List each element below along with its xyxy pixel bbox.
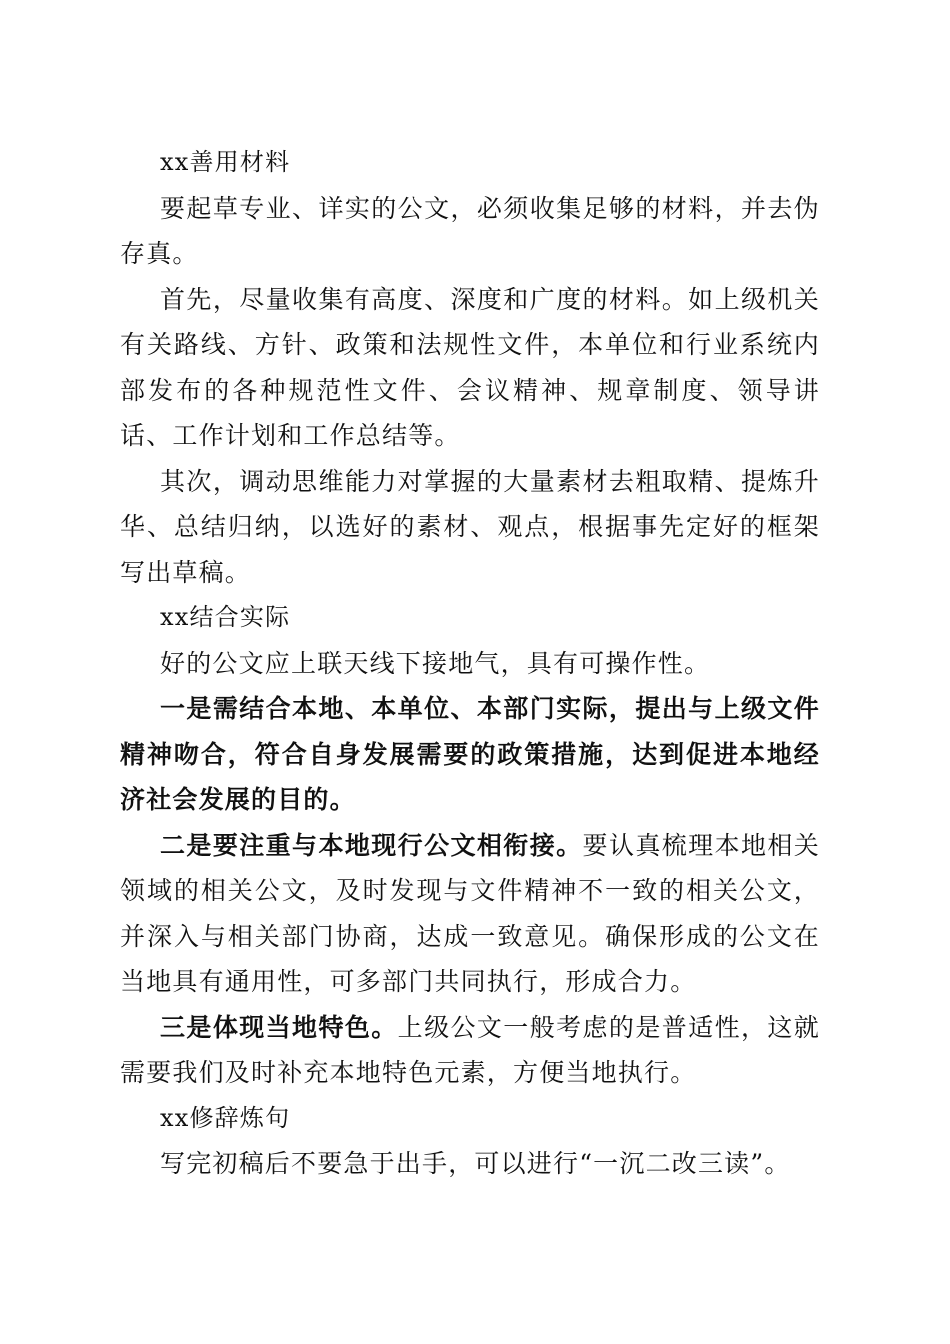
- section-heading-rhetoric: xx修辞炼句: [160, 1103, 291, 1132]
- point-three-lead: 三是体现当地特色。: [160, 1012, 398, 1042]
- paragraph: [120, 1005, 820, 1096]
- document-body: [120, 140, 820, 1187]
- point-one-text: 一是需结合本地、本单位、本部门实际，提出与上级文件精神吻合，符合自身发展需要的政策措施，达到促进本地经济社会发展的目的。: [120, 694, 820, 814]
- section-heading-materials: xx善用材料: [160, 148, 291, 176]
- paragraph: 好的公文应上联天线下接地气，具有可操作性。: [160, 648, 711, 678]
- paragraph: 其次，调动思维能力对掌握的大量素材去粗取精、提炼升华、总结归纳，以选好的素材、观点，根据事先定好的框架写出草稿。: [120, 466, 820, 587]
- paragraph: 写完初稿后不要急于出手，可以进行“一沉二改三读”。: [160, 1149, 791, 1178]
- point-two-body: 要认真梳理本地相关领域的相关公文，及时发现与文件精神不一致的相关公文，并深入与相关部门协商，达成一致意见。确保形成的公文在当地具有通用性，可多部门共同执行，形成合力。: [120, 830, 820, 996]
- point-three-body: 上级公文一般考虑的是普适性，这就需要我们及时补充本地特色元素，方便当地执行。: [120, 1012, 820, 1087]
- paragraph: 首先，尽量收集有高度、深度和广度的材料。如上级机关有关路线、方针、政策和法规性文件，本单位和行业系统内部发布的各种规范性文件、会议精神、规章制度、领导讲话、工作计划和工作总结等。: [120, 284, 820, 450]
- section-heading-practice: xx结合实际: [160, 603, 291, 631]
- point-two-lead: 二是要注重与本地现行公文相衔接。: [160, 830, 583, 860]
- paragraph: [120, 823, 820, 1005]
- paragraph: 要起草专业、详实的公文，必须收集足够的材料，并去伪存真。: [120, 193, 820, 268]
- bold-paragraph: [120, 686, 820, 823]
